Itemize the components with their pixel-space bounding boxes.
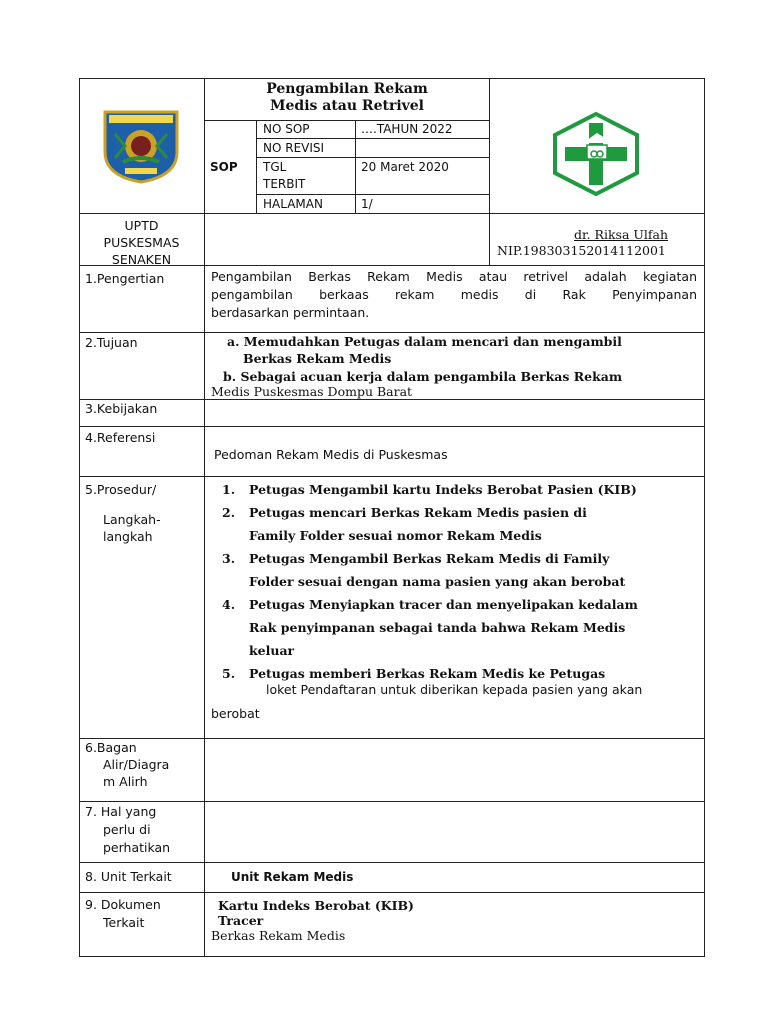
dokumen-item: Berkas Rekam Medis [211,928,346,943]
label-langkah: Langkah- [103,512,161,527]
border-right [704,78,705,957]
tujuan-b-line-1: b. Sebagai acuan kerja dalam pengambila Berkas Rekam [223,369,623,384]
step-number: 5. [222,666,236,681]
row-sep-9 [79,892,705,893]
label-hal-3: perhatikan [103,840,171,855]
org-line-2: PUSKESMAS [103,235,180,250]
signatory-name: dr. Riksa Ulfah [574,227,669,242]
row-sep-5 [79,476,705,477]
tujuan-a-line-1: a. Memudahkan Petugas dalam mencari dan mengambil [227,334,622,349]
row-sep-6 [79,738,705,739]
label-pengertian: 1.Pengertian [85,271,165,286]
meta-label-tgl: TGL [263,160,287,174]
step-text: Petugas memberi Berkas Rekam Medis ke Petugas [249,666,606,681]
pengertian-line-2: pengambilan berkaas rekam medis di Rak Penyimpanan [211,287,697,302]
sop-label: SOP [210,160,238,174]
step-number: 3. [222,551,236,566]
step-text: Family Folder sesuai nomor Rekam Medis [249,528,542,543]
row-sep-8 [79,862,705,863]
step-number: 2. [222,505,236,520]
meta-value-no-sop: ….TAHUN 2022 [361,122,453,136]
org-line-1: UPTD [124,218,159,233]
meta-value-tgl-terbit: 20 Maret 2020 [361,160,449,174]
meta-label-halaman: HALAMAN [263,197,323,211]
step-text: Petugas Menyiapkan tracer dan menyelipakan kedalam [249,597,638,612]
meta-row-2 [256,157,490,158]
meta-label-no-revisi: NO REVISI [263,141,325,155]
signatory-nip: NIP.198303152014112001 [497,243,666,258]
meta-row-3 [256,194,490,195]
label-hal-2: perlu di [103,822,151,837]
dokumen-item: Kartu Indeks Berobat (KIB) [218,898,414,913]
row-sep-7 [79,801,705,802]
header-divider-right [489,78,490,265]
step-number: 4. [222,597,236,612]
pengertian-line-3: berdasarkan permintaan. [211,305,370,320]
regional-emblem-logo [101,106,181,184]
document-title-line-2: Medis atau Retrivel [270,98,424,114]
meta-divider [355,120,356,213]
referensi-text: Pedoman Rekam Medis di Puskesmas [214,447,448,462]
step-text: loket Pendaftaran untuk diberikan kepada pasien yang akan [266,682,643,697]
tujuan-b-line-2: Medis Puskesmas Dompu Barat [211,384,413,399]
row-sep-4 [79,426,705,427]
body-label-divider [204,265,205,957]
document-title-line-1: Pengambilan Rekam [266,81,428,97]
label-bagan: 6.Bagan [85,740,137,755]
label-kebijakan: 3.Kebijakan [85,401,158,416]
header-bottom [79,213,705,214]
label-langkah-2: langkah [103,529,153,544]
step-text: Petugas Mengambil kartu Indeks Berobat Pasien (KIB) [249,482,637,497]
row-sep-2 [79,332,705,333]
meta-value-halaman: 1/ [361,197,373,211]
step-text: keluar [249,643,295,658]
step-text: berobat [211,706,260,721]
org-line-3: SENAKEN [111,252,172,267]
tujuan-a-line-2: Berkas Rekam Medis [243,351,392,366]
label-dokumen: 9. Dokumen [85,897,161,912]
label-dokumen-2: Terkait [103,915,145,930]
label-bagan-2: Alir/Diagra [103,757,170,772]
label-unit-terkait: 8. Unit Terkait [85,869,172,884]
dokumen-item: Tracer [218,913,264,928]
step-number: 1. [222,482,236,497]
label-prosedur: 5.Prosedur/ [85,482,157,497]
step-text: Petugas Mengambil Berkas Rekam Medis di Family [249,551,610,566]
label-bagan-3: m Alirh [103,774,148,789]
border-top [79,78,705,79]
label-hal: 7. Hal yang [85,804,157,819]
label-referensi: 4.Referensi [85,430,156,445]
step-text: Folder sesuai dengan nama pasien yang akan berobat [249,574,626,589]
puskesmas-logo [551,111,641,197]
pengertian-line-1: Pengambilan Berkas Rekam Medis atau retrivel adalah kegiatan [211,269,697,284]
border-left [79,78,80,957]
sop-divider [256,120,257,213]
meta-row-1 [256,138,490,139]
meta-label-terbit: TERBIT [263,177,306,191]
border-bottom [79,956,705,957]
meta-label-no-sop: NO SOP [263,122,310,136]
step-text: Rak penyimpanan sebagai tanda bahwa Rekam Medis [249,620,626,635]
step-text: Petugas mencari Berkas Rekam Medis pasien di [249,505,587,520]
label-tujuan: 2.Tujuan [85,335,138,350]
unit-terkait-text: Unit Rekam Medis [231,870,354,884]
